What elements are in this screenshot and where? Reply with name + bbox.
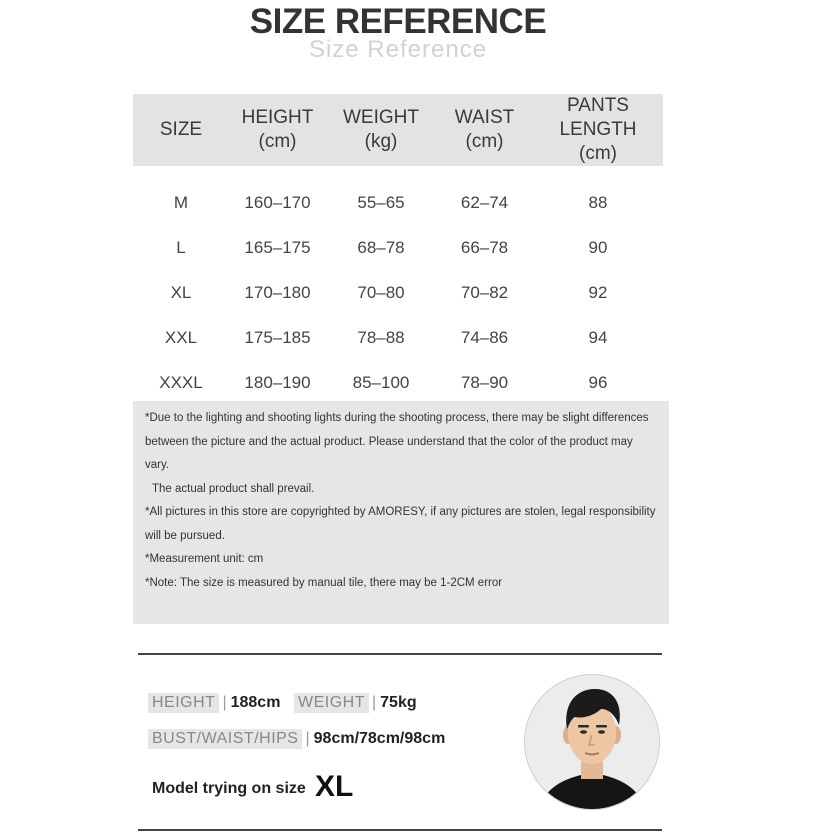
cell-waist: 62–74 xyxy=(460,192,509,212)
header-label: PANTS LENGTH xyxy=(559,95,637,140)
page-subtitle: Size Reference xyxy=(308,36,488,63)
size-chart-table xyxy=(133,94,663,405)
cell-waist: 78–90 xyxy=(460,372,509,392)
header-height xyxy=(229,94,326,166)
model-measurements xyxy=(148,729,445,749)
cell-height: 175–185 xyxy=(244,327,311,347)
model-measure-value: 98cm/78cm/98cm xyxy=(313,730,446,747)
header-label: SIZE xyxy=(159,119,203,140)
cell-size: XXL xyxy=(164,327,198,347)
separator: | xyxy=(372,694,377,711)
cell-size: L xyxy=(176,237,186,257)
cell-pants-length: 88 xyxy=(588,192,608,212)
header-unit: (kg) xyxy=(364,131,398,152)
model-weight-label: WEIGHT xyxy=(294,693,369,713)
cell-weight: 68–78 xyxy=(357,237,405,257)
cell-pants-length: 92 xyxy=(588,282,608,302)
header-waist xyxy=(436,94,533,166)
model-weight-value: 75kg xyxy=(380,694,417,711)
table-row xyxy=(133,166,663,225)
separator: | xyxy=(305,730,310,747)
model-size-value: XL xyxy=(315,770,354,803)
cell-waist: 70–82 xyxy=(460,282,509,302)
header-unit: (cm) xyxy=(465,131,504,152)
cell-size: XL xyxy=(170,282,192,302)
cell-height: 180–190 xyxy=(244,372,311,392)
note-lighting: *Due to the lighting and shooting lights during the shooting process, there may be slight differences between the picture and the actual product. Please understand that the color of the product may vary. xyxy=(145,412,649,471)
cell-waist: 74–86 xyxy=(460,327,509,347)
separator: | xyxy=(222,694,227,711)
cell-height: 165–175 xyxy=(244,237,311,257)
model-avatar xyxy=(524,674,660,810)
header-unit: (cm) xyxy=(579,143,617,164)
cell-weight: 78–88 xyxy=(357,327,405,347)
model-height-value: 188cm xyxy=(230,694,281,711)
cell-height: 160–170 xyxy=(244,192,311,212)
cell-size: M xyxy=(173,192,189,212)
header-label: WAIST xyxy=(454,107,515,128)
cell-height: 170–180 xyxy=(244,282,311,302)
note-copyright: *All pictures in this store are copyrighted by AMORESY, if any pictures are stolen, legal responsibility will be pursued. xyxy=(145,506,656,542)
cell-weight: 55–65 xyxy=(357,192,405,212)
model-weight xyxy=(294,693,417,713)
model-size-label: Model trying on size xyxy=(152,780,306,797)
model-measure-label: BUST/WAIST/HIPS xyxy=(148,729,302,749)
cell-weight: 70–80 xyxy=(357,282,405,302)
model-height-label: HEIGHT xyxy=(148,693,219,713)
divider-top xyxy=(138,653,662,655)
cell-pants-length: 94 xyxy=(588,327,608,347)
divider-bottom xyxy=(138,829,662,831)
cell-weight: 85–100 xyxy=(352,372,410,392)
table-row xyxy=(133,270,663,315)
cell-pants-length: 96 xyxy=(588,372,608,392)
header-pants-length xyxy=(533,94,663,166)
note-actual-product: The actual product shall prevail. xyxy=(152,482,315,495)
note-unit: *Measurement unit: cm xyxy=(145,553,264,565)
disclaimer-notes xyxy=(133,401,669,624)
header-size xyxy=(133,94,229,166)
note-error: *Note: The size is measured by manual tile, there may be 1-2CM error xyxy=(145,576,503,589)
cell-waist: 66–78 xyxy=(460,237,509,257)
cell-pants-length: 90 xyxy=(588,237,608,257)
header-weight xyxy=(326,94,436,166)
header-label: HEIGHT xyxy=(241,107,314,128)
table-row xyxy=(133,225,663,270)
page-title: SIZE REFERENCE xyxy=(249,2,547,41)
table-row xyxy=(133,360,663,405)
model-portrait-icon xyxy=(525,675,659,809)
header-unit: (cm) xyxy=(258,131,297,152)
cell-size: XXXL xyxy=(159,372,203,392)
header-label: WEIGHT xyxy=(343,107,419,128)
table-header-row xyxy=(133,94,663,166)
model-height xyxy=(148,693,280,713)
table-row xyxy=(133,315,663,360)
